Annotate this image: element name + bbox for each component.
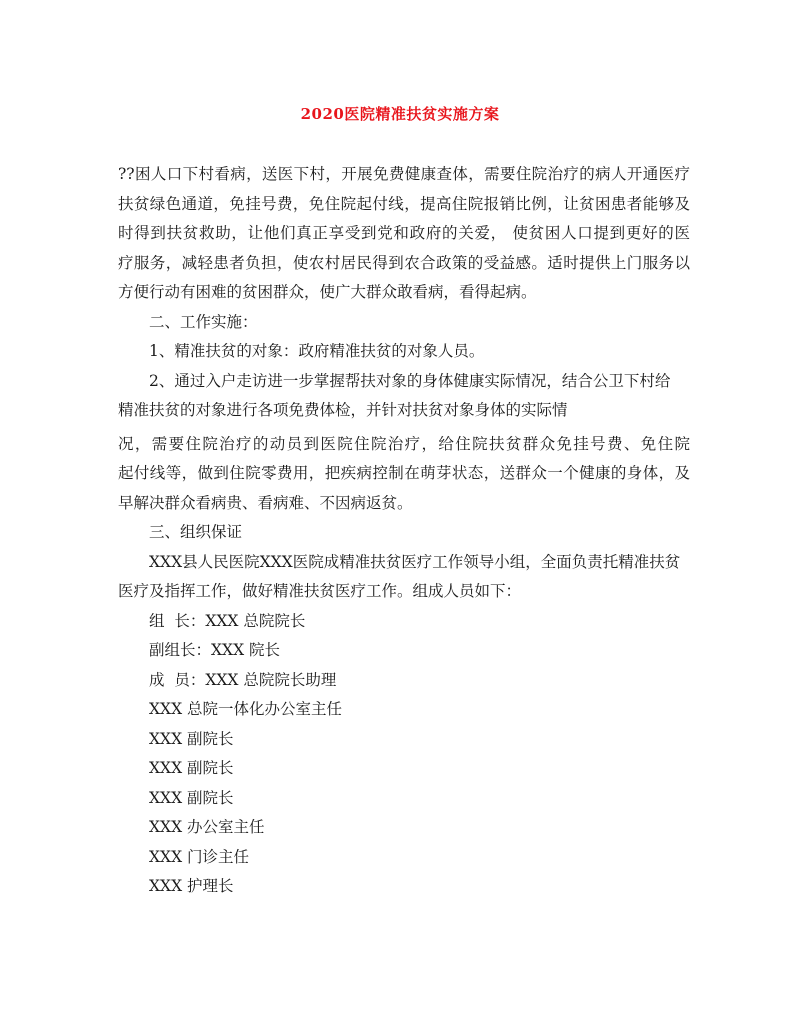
paragraph-line: 2、通过入户走访进一步掌握帮扶对象的身体健康实际情况，结合公卫下村给	[149, 371, 671, 390]
paragraph-line: 早解决群众看病贵、看病难、不因病返贫。	[118, 493, 413, 512]
paragraph-line: 精准扶贫的对象进行各项免费体检，并针对扶贫对象身体的实际情	[118, 401, 568, 419]
section-heading-organization: 三、组织保证	[149, 523, 243, 541]
member-item: XXX 门诊主任	[149, 847, 250, 866]
section-heading-work: 二、工作实施：	[149, 312, 258, 331]
member-item: XXX 总院一体化办公室主任	[149, 700, 343, 718]
paragraph-line: ??困人口下村看病，送医下村，开展免费健康查体，需要住院治疗的病人开通医疗	[118, 165, 690, 183]
document-title: 2020医院精准扶贫实施方案	[300, 105, 500, 123]
paragraph-line: 扶贫绿色通道，免挂号费，免住院起付线，提高住院报销比例，让贫困患者能够及	[118, 194, 690, 213]
member-item: 成 员：XXX 总院院长助理	[149, 670, 337, 689]
organization-paragraph	[118, 548, 690, 607]
paragraph-line: 医疗及指挥工作，做好精准扶贫医疗工作。组成人员如下：	[118, 582, 522, 600]
paragraph-line: 时得到扶贫救助，让他们真正享受到党和政府的关爱， 使贫困人口提到更好的医	[118, 224, 690, 242]
member-item: 副组长：XXX 院长	[149, 641, 281, 659]
intro-paragraph	[118, 160, 690, 308]
member-item: XXX 副院长	[149, 759, 234, 777]
paragraph-line: XXX县人民医院XXX医院成精准扶贫医疗工作领导小组，全面负责托精准扶贫	[149, 552, 681, 571]
member-item: XXX 办公室主任	[149, 818, 265, 836]
member-item: XXX 副院长	[149, 729, 234, 748]
work-item-2	[118, 367, 690, 519]
paragraph-line: 疗服务，减轻患者负担，使农村居民得到农合政策的受益感。适时提供上门服务以	[118, 253, 690, 272]
work-item-1: 1、精准扶贫的对象：政府精准扶贫的对象人员。	[149, 342, 485, 360]
paragraph-line: 况，需要住院治疗的动员到医院住院治疗，给住院扶贫群众免挂号费、免住院	[118, 434, 690, 453]
paragraph-line: 方便行动有困难的贫困群众，使广大群众敢看病，看得起病。	[118, 283, 537, 301]
member-item: XXX 副院长	[149, 788, 234, 807]
member-item: 组 长：XXX 总院院长	[149, 611, 306, 630]
paragraph-line: 起付线等，做到住院零费用，把疾病控制在萌芽状态，送群众一个健康的身体，及	[118, 464, 690, 482]
document-body	[118, 160, 690, 902]
member-item: XXX 护理长	[149, 877, 234, 895]
member-list	[118, 607, 690, 902]
